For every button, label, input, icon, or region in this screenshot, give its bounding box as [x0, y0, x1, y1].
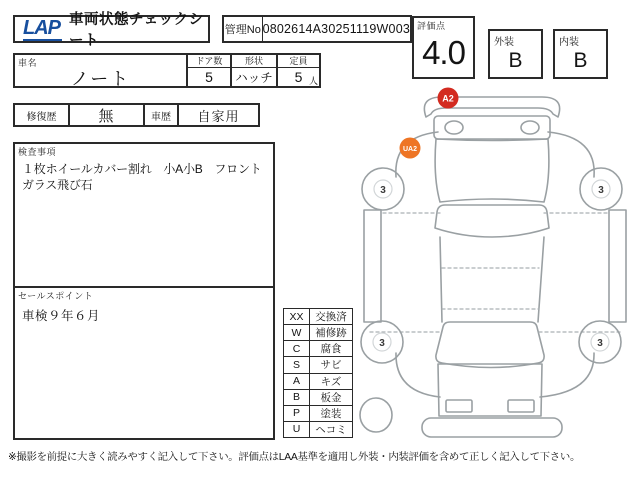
- tire-depth-label: 3: [597, 338, 603, 349]
- legend-code: A: [284, 373, 310, 389]
- right-rocker-panel: [609, 210, 626, 322]
- windshield-outline: [435, 205, 549, 237]
- tire-depth-label: 3: [598, 185, 604, 196]
- front-panel-outline: [434, 116, 550, 139]
- capacity-unit: 人: [308, 76, 318, 86]
- legend-desc: ヘコミ: [310, 421, 353, 437]
- legend-desc: キズ: [310, 373, 353, 389]
- repair-history-value: 無: [68, 105, 143, 125]
- inspection-items-label: 検査事項: [18, 147, 57, 157]
- legend-row: [284, 309, 353, 325]
- vehicle-name-cell: [15, 55, 186, 89]
- legend-desc: 塗装: [310, 405, 353, 421]
- exterior-grade-label: 外装: [494, 37, 514, 48]
- history-table: [13, 103, 260, 127]
- management-no-box: [222, 15, 412, 43]
- vehicle-name-label: 車名: [18, 58, 38, 68]
- rear-body-outline: [438, 364, 542, 416]
- inspection-items-content: １枚ホイールカバー割れ 小A小B フロントガラス飛び石: [22, 162, 262, 192]
- doors-value: 5: [205, 69, 213, 85]
- spare-tire: [360, 398, 392, 432]
- sales-points-label: セールスポイント: [18, 291, 94, 301]
- right-taillight: [508, 400, 534, 412]
- car-history-value: 自家用: [177, 105, 258, 125]
- rear-bumper-outline: [422, 418, 562, 437]
- evaluation-score-value: 4.0: [422, 34, 465, 71]
- sales-points-box: [13, 286, 275, 440]
- right-front-fender: [548, 132, 594, 177]
- legend-desc: 交換済: [310, 309, 353, 325]
- footer-note: ※撮影を前提に大きく読みやすく記入して下さい。評価点はLAA基準を適用し外装・内装評価を含めて正しく記入して下さい。: [8, 452, 581, 463]
- body-shape-label: 形状: [232, 55, 276, 68]
- legend-row: [284, 325, 353, 341]
- car-damage-diagram: [350, 85, 640, 445]
- legend-row: [284, 389, 353, 405]
- rear-window-outline: [436, 322, 544, 368]
- legend-desc: 補修跡: [310, 325, 353, 341]
- legend-code: P: [284, 405, 310, 421]
- legend-row: [284, 405, 353, 421]
- damage-code-legend: [283, 308, 353, 438]
- sales-points-content: 車検９年６月: [22, 309, 101, 323]
- left-taillight: [446, 400, 472, 412]
- interior-grade-label: 内装: [559, 37, 579, 48]
- vehicle-name-value: ノート: [70, 69, 131, 89]
- legend-row: [284, 341, 353, 357]
- left-rear-fender: [396, 353, 440, 397]
- vehicle-info-table: [13, 53, 321, 88]
- inspection-items-box: [13, 142, 275, 288]
- interior-grade-value: B: [573, 49, 588, 72]
- capacity-cell: [276, 55, 319, 86]
- evaluation-score-label: 評価点: [417, 21, 446, 31]
- right-headlight: [521, 121, 539, 134]
- evaluation-score-box: [412, 16, 475, 79]
- interior-grade-box: [553, 29, 608, 79]
- legend-code: B: [284, 389, 310, 405]
- exterior-grade-box: [488, 29, 543, 79]
- legend-desc: 板金: [310, 389, 353, 405]
- left-rocker-panel: [364, 210, 381, 322]
- tire-depth-label: 3: [379, 338, 385, 349]
- body-shape-value: ハッチ: [235, 71, 273, 85]
- right-rear-fender: [540, 353, 594, 397]
- legend-row: [284, 357, 353, 373]
- legend-code: C: [284, 341, 310, 357]
- legend-code: U: [284, 421, 310, 437]
- management-no-value: 0802614A30251119W003: [262, 22, 410, 36]
- repair-history-label: 修復歴: [26, 111, 57, 123]
- doors-label: ドア数: [188, 55, 230, 68]
- tire-depth-label: 3: [380, 185, 386, 196]
- exterior-grade-value: B: [508, 49, 523, 72]
- legend-desc: サビ: [310, 357, 353, 373]
- left-headlight: [445, 121, 463, 134]
- capacity-label: 定員: [278, 55, 319, 68]
- front-bumper-damage-text: A2: [442, 93, 454, 104]
- sheet-title: 車両状態チェックシート: [69, 12, 204, 49]
- hood-outline: [435, 139, 549, 202]
- left-front-fender-damage-text: UA2: [402, 146, 418, 153]
- legend-code: XX: [284, 309, 310, 325]
- legend-row: [284, 373, 353, 389]
- legend-code: S: [284, 357, 310, 373]
- management-no-label: 管理No: [224, 17, 263, 41]
- header-title-box: [13, 12, 210, 49]
- capacity-value: 5: [294, 69, 303, 85]
- legend-code: W: [284, 325, 310, 341]
- legend-desc: 腐食: [310, 341, 353, 357]
- car-history-label: 車歴: [143, 105, 177, 125]
- body-shape-cell: [230, 55, 276, 86]
- lap-logo: LAP: [23, 16, 60, 39]
- legend-row: [284, 421, 353, 437]
- doors-cell: [186, 55, 230, 86]
